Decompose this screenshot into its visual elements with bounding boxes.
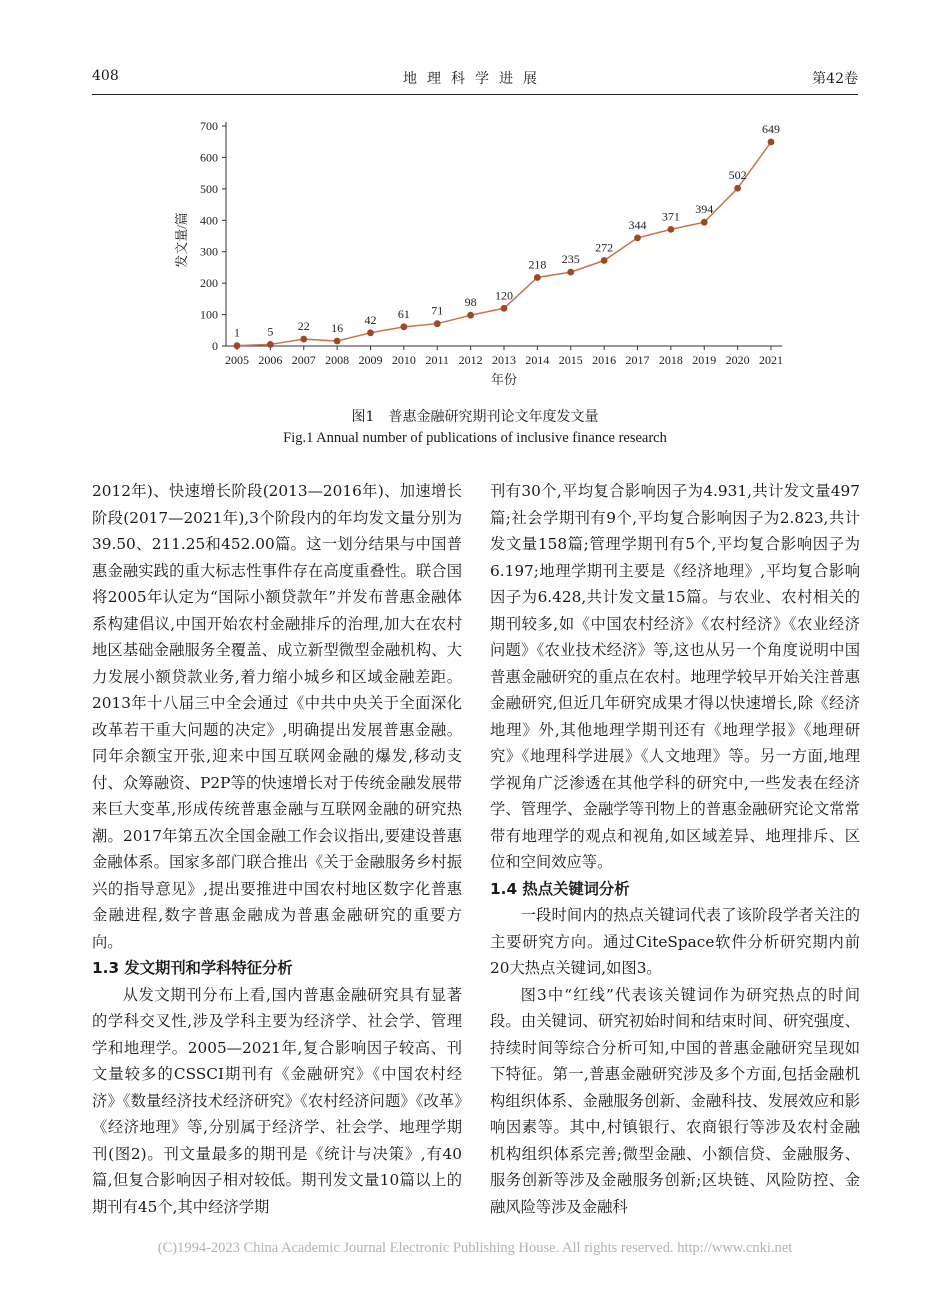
y-axis-title: 发文量/篇 [174, 212, 189, 268]
x-tick-label: 2014 [525, 353, 550, 367]
data-label: 71 [431, 303, 444, 318]
journal-title: 地理科学进展 [403, 71, 547, 87]
data-label: 218 [528, 257, 547, 272]
data-label: 371 [661, 209, 680, 224]
data-point [567, 269, 574, 276]
data-label: 98 [464, 295, 477, 310]
y-tick-label: 400 [200, 213, 218, 228]
x-tick-label: 2006 [258, 353, 283, 367]
data-point [234, 342, 241, 349]
data-point [634, 234, 641, 241]
x-tick-label: 2011 [425, 353, 450, 367]
left-column [92, 478, 462, 1220]
section-heading: 1.3 发文期刊和学科特征分析 [92, 959, 293, 977]
x-tick-label: 2019 [692, 353, 717, 367]
x-tick-label: 2005 [225, 353, 249, 367]
page-header [92, 68, 858, 92]
x-tick-label: 2010 [391, 353, 416, 367]
data-point [467, 312, 474, 319]
data-label: 394 [695, 202, 714, 217]
right-column [490, 478, 860, 1220]
data-point [334, 338, 341, 345]
y-tick-label: 700 [200, 119, 218, 133]
y-tick-label: 300 [200, 244, 218, 259]
data-label: 16 [331, 320, 344, 335]
data-label: 649 [762, 122, 780, 137]
y-tick-label: 100 [200, 307, 218, 322]
data-label: 42 [364, 312, 377, 327]
paragraph: 一段时间内的热点关键词代表了该阶段学者关注的主要研究方向。通过CiteSpace软件分析研究期内前20大热点关键词,如图3。 [490, 906, 860, 977]
data-label: 22 [297, 319, 310, 334]
data-point [267, 341, 274, 348]
data-label: 5 [267, 324, 274, 339]
figure-caption-en: Fig.1 Annual number of publications of inclusive finance research [283, 430, 667, 446]
y-tick-label: 500 [200, 181, 218, 196]
data-label: 1 [234, 325, 240, 340]
data-point [501, 305, 508, 312]
y-tick-label: 0 [212, 339, 218, 353]
paragraph: 从发文期刊分布上看,国内普惠金融研究具有显著的学科交叉性,涉及学科主要为经济学、社会学、管理学和地理学。2005—2021年,复合影响因子较高、刊文量较多的CSSCI期刊有《金融研究》《中国农村经济》《数量经济技术经济研究》《农村经济问题》《改革》《经济地理》等,分别属于经济学、社会学、地理学期刊(图2)。刊文量最多的期刊是《统计与决策》,有40篇,但复合影响因子相对较低。期刊发文量10篇以上的期刊有45个,其中经济学期 [92, 985, 462, 1216]
x-tick-label: 2007 [291, 353, 316, 367]
data-point [434, 320, 441, 327]
volume-label: 第42卷 [812, 71, 858, 87]
data-label: 502 [728, 168, 747, 183]
data-label: 235 [561, 252, 580, 267]
x-tick-label: 2013 [492, 353, 516, 367]
y-tick-label: 200 [200, 276, 218, 291]
x-tick-label: 2016 [592, 353, 617, 367]
x-axis-title: 年份 [490, 372, 518, 387]
series-line [237, 142, 771, 346]
paragraph: 图3中“红线”代表该关键词作为研究热点的时间段。由关键词、研究初始时间和结束时间、研究强度、持续时间等综合分析可知,中国的普惠金融研究呈现如下特征。第一,普惠金融研究涉及多个方面,包括金融机构组织体系、金融服务创新、金融科技、发展效应和影响因素等。其中,村镇银行、农商银行等涉及农村金融机构组织体系完善;微型金融、小额信贷、金融服务、服务创新等涉及金融服务创新;区块链、风险防控、金融风险等涉及金融科 [490, 985, 860, 1216]
page-number: 408 [92, 68, 119, 84]
data-label: 344 [628, 217, 647, 232]
figure-caption-cn: 图1 普惠金融研究期刊论文年度发文量 [351, 409, 599, 425]
x-tick-label: 2021 [759, 353, 783, 367]
data-point [667, 226, 674, 233]
x-tick-label: 2009 [358, 353, 383, 367]
publication-line-chart [160, 108, 800, 398]
data-point [734, 185, 741, 192]
data-label: 272 [595, 240, 614, 255]
x-tick-label: 2017 [625, 353, 650, 367]
data-point [701, 219, 708, 226]
x-tick-label: 2008 [325, 353, 350, 367]
x-tick-label: 2012 [458, 353, 483, 367]
data-point [768, 139, 775, 146]
data-label: 61 [397, 306, 410, 321]
x-tick-label: 2018 [658, 353, 683, 367]
y-tick-label: 600 [200, 150, 218, 165]
paragraph: 2012年)、快速增长阶段(2013—2016年)、加速增长阶段(2017—2021年),3个阶段内的年均发文量分别为39.50、211.25和452.00篇。这一划分结果与中国普惠金融实践的重大标志性事件存在高度重叠性。联合国将2005年认定为“国际小额贷款年”并发布普惠金融体系构建倡议,中国开始农村金融排斥的治理,加大在农村地区基础金融服务全覆盖、成立新型微型金融机构、大力发展小额贷款业务,着力缩小城乡和区域金融差距。2013年十八届三中全会通过《中共中央关于全面深化改革若干重大问题的决定》,明确提出发展普惠金融。同年余额宝开张,迎来中国互联网金融的爆发,移动支付、众筹融资、P2P等的快速增长对于传统金融发展带来巨大变革,形成传统普惠金融与互联网金融的研究热潮。2017年第五次全国金融工作会议指出,要建设普惠金融体系。国家多部门联合推出《关于金融服务乡村振兴的指导意见》,提出要推进中国农村地区数字化普惠金融进程,数字普惠金融成为普惠金融研究的重要方向。 [92, 482, 462, 951]
copyright-footer: (C)1994-2023 China Academic Journal Electronic Publishing House. All rights reserved. http://www.cnki.net [157, 1240, 793, 1256]
header-rule [92, 94, 858, 95]
data-point [300, 336, 307, 343]
data-point [534, 274, 541, 281]
x-tick-label: 2020 [725, 353, 750, 367]
data-point [601, 257, 608, 264]
data-point [367, 329, 374, 336]
paragraph: 刊有30个,平均复合影响因子为4.931,共计发文量497篇;社会学期刊有9个,平均复合影响因子为2.823,共计发文量158篇;管理学期刊有5个,平均复合影响因子为6.197;地理学期刊主要是《经济地理》,平均复合影响因子为6.428,共计发文量15篇。与农业、农村相关的期刊较多,如《中国农村经济》《农村经济》《农业经济问题》《农业技术经济》等,这也从另一个角度说明中国普惠金融研究的重点在农村。地理学较早开始关注普惠金融研究,但近几年研究成果才得以快速增长,除《经济地理》外,其他地理学期刊还有《地理学报》《地理研究》《地理科学进展》《人文地理》等。另一方面,地理学视角广泛渗透在其他学科的研究中,一些发表在经济学、管理学、金融学等刊物上的普惠金融研究论文常常带有地理学的观点和视角,如区域差异、地理排斥、区位和空间效应等。 [490, 482, 860, 871]
x-tick-label: 2015 [558, 353, 583, 367]
data-label: 120 [495, 288, 513, 303]
data-point [400, 323, 407, 330]
section-heading: 1.4 热点关键词分析 [490, 879, 630, 898]
